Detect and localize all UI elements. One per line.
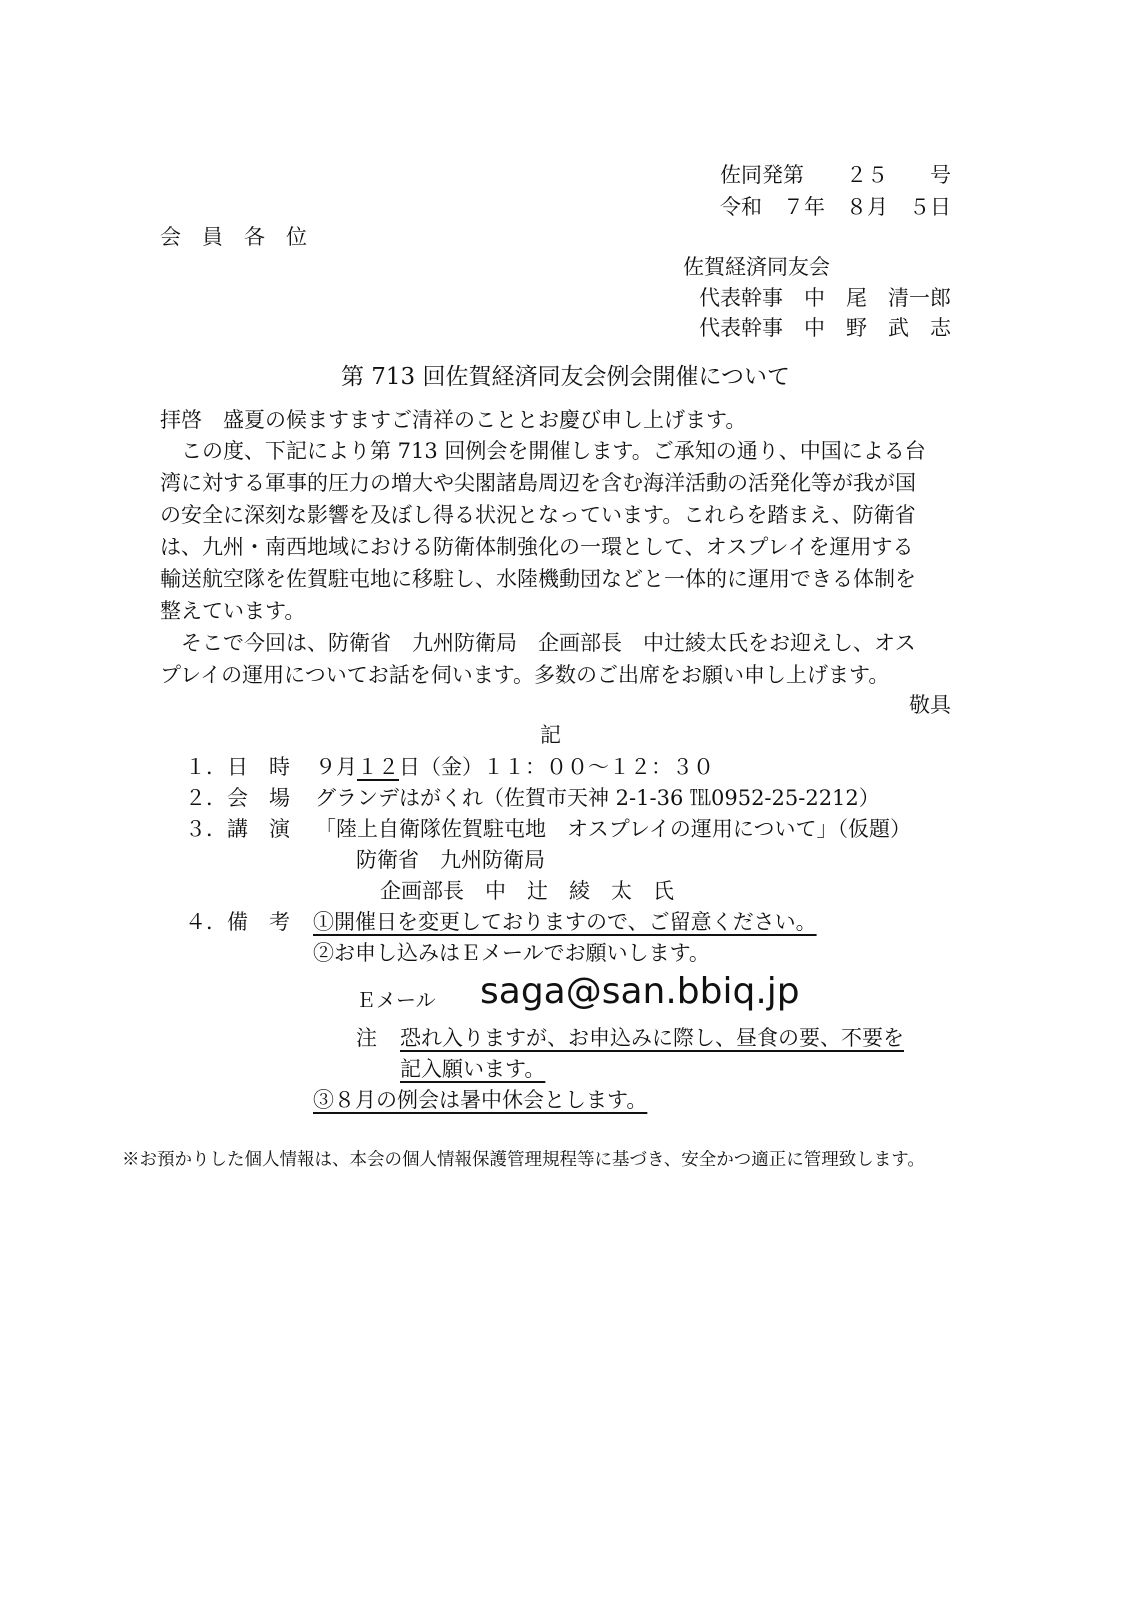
email-address: saga@san.bbiq.jp (480, 971, 800, 1012)
document-title: 第 713 回佐賀経済同友会例会開催について (340, 364, 791, 390)
item-1-day: １２ (357, 755, 399, 779)
item-1-month: ９月 (315, 755, 357, 779)
item-3-label: ３．講 演 (185, 817, 290, 841)
document-number: 佐同発第 ２５ 号 (720, 163, 951, 187)
item-4-note-2: ②お申し込みはＥメールでお願いします。 (313, 941, 710, 965)
paragraph-line: この度、下記により第 713 回例会を開催します。ご承知の通り、中国による台 (160, 439, 926, 463)
item-4-note-3: ③８月の例会は暑中休会とします。 (313, 1088, 648, 1112)
sender-organization: 佐賀経済同友会 (683, 255, 830, 279)
addressee: 会 員 各 位 (160, 225, 307, 249)
item-2-label: ２．会 場 (185, 786, 290, 810)
paragraph-line: 輸送航空隊を佐賀駐屯地に移駐し、水陸機動団などと一体的に運用できる体制を (160, 567, 916, 591)
closing: 敬具 (909, 693, 951, 717)
item-3-speaker-org: 防衛省 九州防衛局 (356, 848, 545, 872)
item-4-note-1: ①開催日を変更しておりますので、ご留意ください。 (313, 910, 817, 934)
ki-marker: 記 (540, 723, 561, 747)
paragraph-line: の安全に深刻な影響を及ぼし得る状況となっています。これらを踏まえ、防衛省 (160, 503, 916, 527)
sender-representative-2: 代表幹事 中 野 武 志 (699, 316, 951, 340)
paragraph-line: 湾に対する軍事的圧力の増大や尖閣諸島周辺を含む海洋活動の活発化等が我が国 (160, 471, 916, 495)
note-line-2: 記入願います。 (400, 1057, 546, 1081)
item-3-speaker: 企画部長 中 辻 綾 太 氏 (380, 879, 674, 903)
note-line-1: 恐れ入りますが、お申込みに際し、昼食の要、不要を (400, 1026, 904, 1050)
item-4-label: ４．備 考 (185, 910, 290, 934)
greeting: 拝啓 盛夏の候ますますご清祥のこととお慶び申し上げます。 (160, 408, 747, 432)
privacy-notice: ※お預かりした個人情報は、本会の個人情報保護管理規程等に基づき、安全かつ適正に管理致します。 (122, 1150, 925, 1170)
paragraph-line: プレイの運用についてお話を伺います。多数のご出席をお願い申し上げます。 (160, 663, 890, 687)
item-1-value (315, 752, 714, 782)
email-label: Ｅメール (356, 988, 436, 1012)
paragraph-line: そこで今回は、防衛省 九州防衛局 企画部長 中辻綾太氏をお迎えし、オス (160, 631, 916, 655)
paragraph-line: 整えています。 (160, 599, 306, 623)
note-prefix: 注 (356, 1026, 377, 1050)
document-date: 令和 ７年 ８月 ５日 (720, 195, 951, 219)
item-2-value: グランデはがくれ（佐賀市天神 2-1-36 ℡0952-25-2212） (315, 786, 880, 810)
item-1-label: １．日 時 (185, 755, 290, 779)
sender-representative-1: 代表幹事 中 尾 清一郎 (699, 286, 951, 310)
item-1-time: 日（金）１１：００～１２：３０ (399, 755, 714, 779)
item-3-value: 「陸上自衛隊佐賀駐屯地 オスプレイの運用について」（仮題） (315, 817, 911, 841)
paragraph-line: は、九州・南西地域における防衛体制強化の一環として、オスプレイを運用する (160, 535, 914, 559)
